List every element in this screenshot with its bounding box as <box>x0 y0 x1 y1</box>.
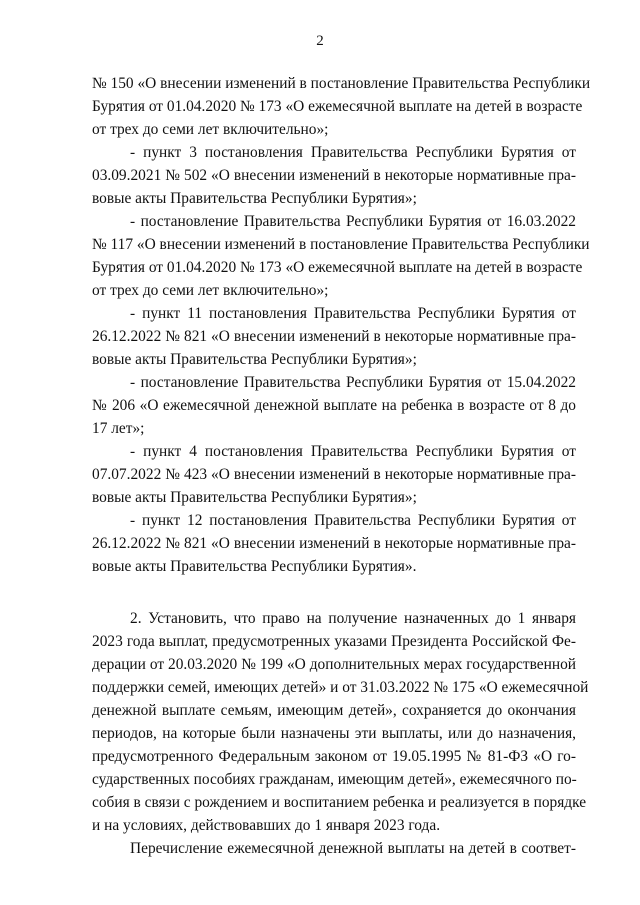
text-line: предусмотренного Федеральным законом от 19.05.1995 № 81-ФЗ «О го- <box>92 748 576 765</box>
paragraph <box>92 141 576 210</box>
paragraph <box>92 210 590 302</box>
text-line: - пункт 11 постановления Правительства Республики Бурятия от <box>130 305 576 322</box>
text-line: Перечисление ежемесячной денежной выплаты на детей в соответ- <box>130 840 576 857</box>
text-line: № 117 «О внесении изменений в постановление Правительства Республики <box>92 236 590 253</box>
text-line: поддержки семей, имеющих детей» и от 31.03.2022 № 175 «О ежемесячной <box>92 679 589 696</box>
text-line: 26.12.2022 № 821 «О внесении изменений в некоторые нормативные пра- <box>92 328 576 345</box>
paragraph <box>92 837 576 860</box>
text-line: 2. Установить, что право на получение назначенных до 1 января <box>130 610 576 627</box>
text-line: 26.12.2022 № 821 «О внесении изменений в некоторые нормативные пра- <box>92 535 576 552</box>
text-line: - постановление Правительства Республики Бурятия от 15.04.2022 <box>130 374 576 391</box>
text-line: - постановление Правительства Республики Бурятия от 16.03.2022 <box>130 213 576 230</box>
text-line: вовые акты Правительства Республики Бурятия»; <box>92 489 417 506</box>
text-line: № 150 «О внесении изменений в постановление Правительства Республики <box>92 75 591 92</box>
text-line: - пункт 12 постановления Правительства Республики Бурятия от <box>130 512 576 529</box>
text-line: вовые акты Правительства Республики Бурятия». <box>92 558 417 575</box>
text-line: денежной выплате семьям, имеющим детей», сохраняется до окончания <box>92 702 576 719</box>
text-line: сударственных пособиях гражданам, имеющим детей», ежемесячного по- <box>92 771 577 788</box>
document-body <box>92 72 591 860</box>
text-line: дерации от 20.03.2020 № 199 «О дополнительных мерах государственной <box>92 656 576 673</box>
text-line: вовые акты Правительства Республики Бурятия»; <box>92 190 417 207</box>
paragraph <box>92 72 591 141</box>
text-line: Бурятия от 01.04.2020 № 173 «О ежемесячной выплате на детей в возрасте <box>92 259 583 276</box>
paragraph <box>92 607 589 837</box>
text-line: от трех до семи лет включительно»; <box>92 282 329 299</box>
text-line: - пункт 4 постановления Правительства Республики Бурятия от <box>130 443 576 460</box>
paragraph-gap <box>92 578 576 607</box>
text-line: от трех до семи лет включительно»; <box>92 121 329 138</box>
text-line: собия в связи с рождением и воспитанием ребенка и реализуется в порядке <box>92 794 587 811</box>
text-line: периодов, на которые были назначены эти выплаты, или до назначения, <box>92 725 576 742</box>
paragraph <box>92 302 576 371</box>
text-line: Бурятия от 01.04.2020 № 173 «О ежемесячной выплате на детей в возрасте <box>92 98 583 115</box>
text-line: - пункт 3 постановления Правительства Республики Бурятия от <box>130 144 576 161</box>
text-line: 07.07.2022 № 423 «О внесении изменений в некоторые нормативные пра- <box>92 466 576 483</box>
paragraph <box>92 440 576 509</box>
text-line: № 206 «О ежемесячной денежной выплате на ребенка в возрасте от 8 до <box>92 397 576 414</box>
text-line: 03.09.2021 № 502 «О внесении изменений в некоторые нормативные пра- <box>92 167 576 184</box>
text-line: вовые акты Правительства Республики Бурятия»; <box>92 351 417 368</box>
text-line: 17 лет»; <box>92 420 145 437</box>
page-number: 2 <box>316 33 324 49</box>
text-line: 2023 года выплат, предусмотренных указами Президента Российской Фе- <box>92 633 576 650</box>
text-line: и на условиях, действовавших до 1 января 2023 года. <box>92 817 441 834</box>
paragraph <box>92 371 576 440</box>
paragraph <box>92 509 576 578</box>
